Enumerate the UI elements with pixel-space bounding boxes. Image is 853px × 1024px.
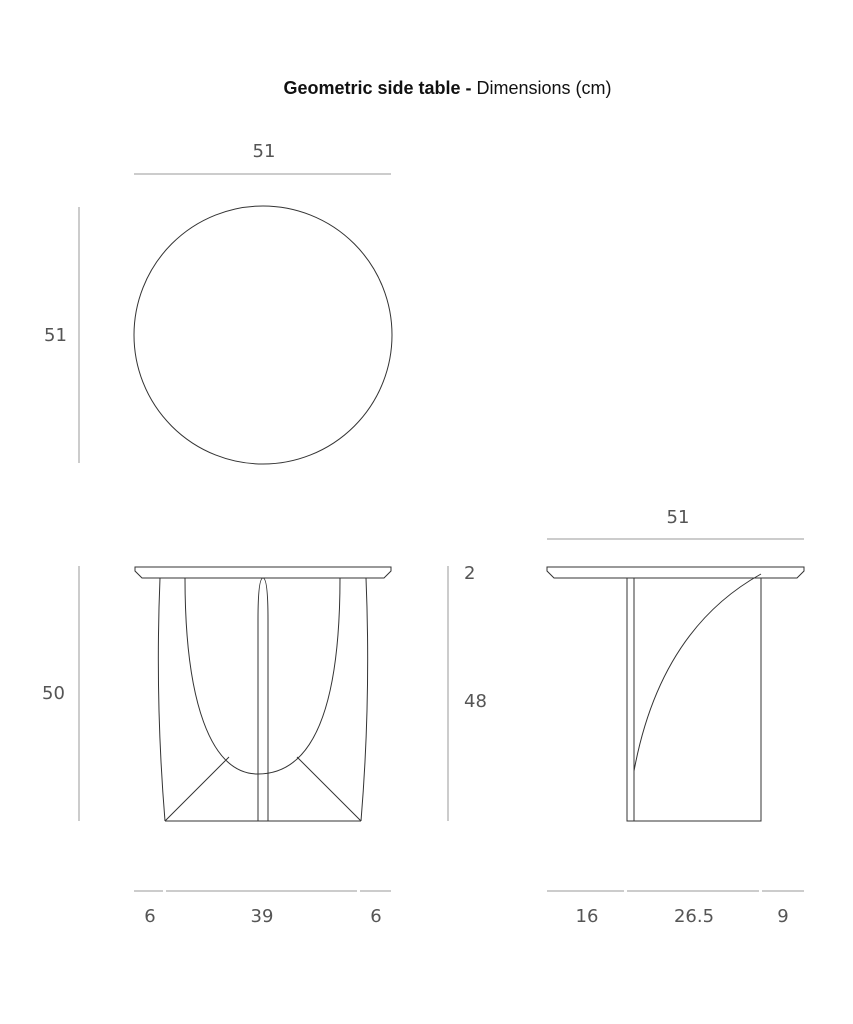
leg-height-label: 48 [464, 691, 487, 712]
side-bottom-label-center: 26.5 [673, 906, 715, 927]
side-view [547, 539, 804, 821]
title-product: Geometric side table - [283, 78, 472, 98]
front-bottom-label-center: 39 [250, 906, 274, 927]
front-height-label: 50 [42, 683, 65, 704]
front-right-brace [297, 757, 361, 821]
front-right-leg-outline [361, 578, 368, 821]
title-subtitle: Dimensions (cm) [476, 78, 612, 98]
top-thickness-label: 2 [464, 563, 476, 584]
front-left-leg-outline [158, 578, 165, 821]
top-depth-label: 51 [44, 325, 67, 346]
front-view [79, 566, 448, 821]
side-leg-curve [634, 574, 761, 771]
front-center-arch [185, 578, 340, 774]
side-bottom-label-left: 16 [575, 906, 599, 927]
front-center-leg [258, 578, 268, 821]
tabletop-circle [134, 206, 392, 464]
top-view [79, 174, 392, 464]
front-tabletop [135, 567, 391, 578]
side-leg-panel [627, 578, 761, 821]
side-tabletop [547, 567, 804, 578]
front-bottom-label-left: 6 [144, 906, 156, 927]
front-bottom-label-right: 6 [370, 906, 382, 927]
front-left-brace [165, 757, 229, 821]
side-width-label: 51 [666, 507, 690, 528]
top-width-label: 51 [252, 141, 276, 162]
side-bottom-label-right: 9 [777, 906, 789, 927]
